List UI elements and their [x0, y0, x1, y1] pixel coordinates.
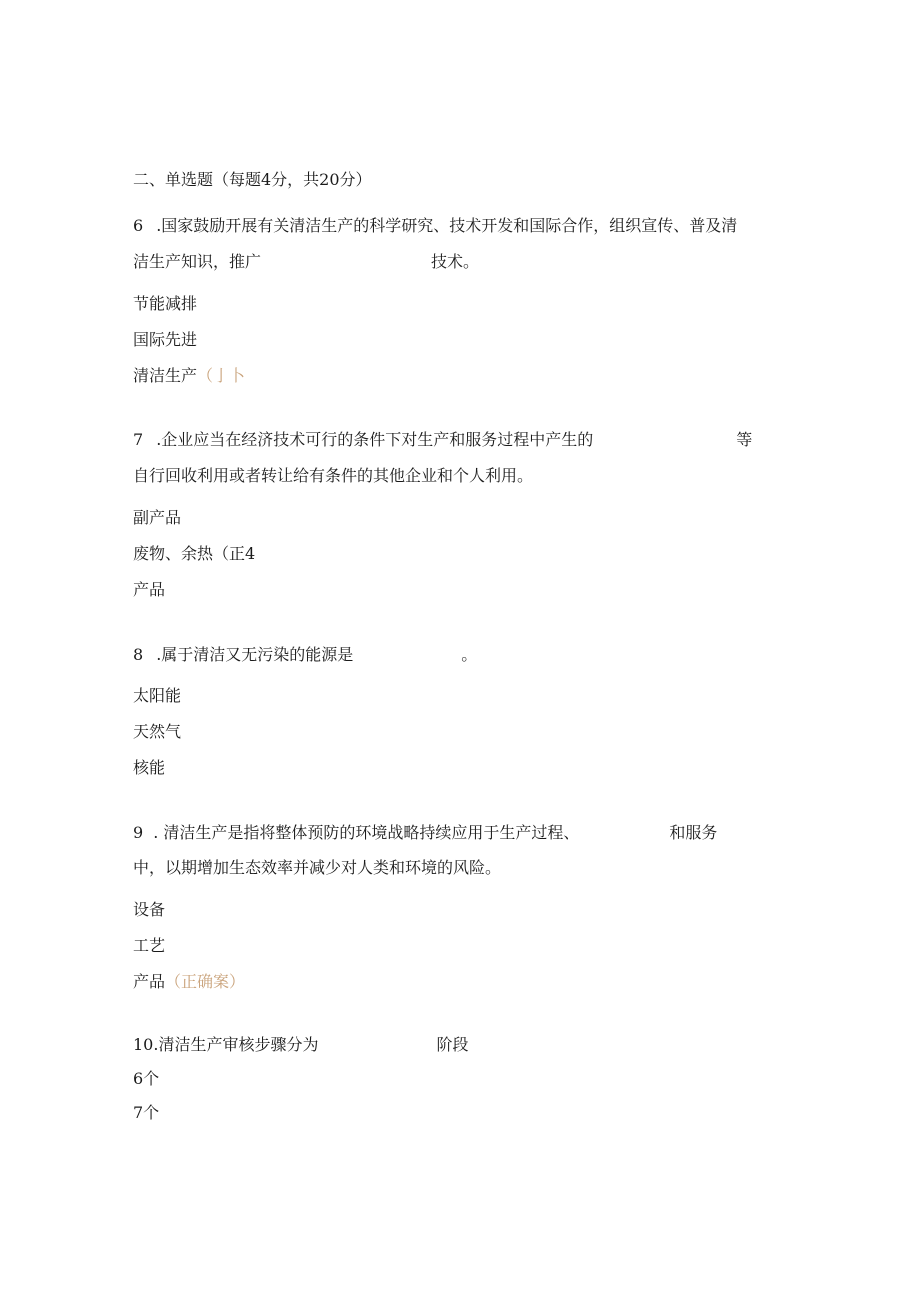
option [133, 366, 245, 386]
question-stem: 阶段 [436, 1035, 469, 1054]
question-9-line-1 [133, 823, 717, 843]
question-stem: 等 [736, 430, 753, 449]
answer-mark: （亅卜 [197, 366, 246, 385]
option-text: 清洁生产 [133, 366, 198, 385]
option: 设备 [133, 900, 166, 919]
question-6-line-1 [133, 216, 737, 236]
question-number: 7 [133, 430, 144, 449]
option-text: 产品 [133, 972, 166, 991]
question-stem: 技术。 [431, 252, 480, 271]
question-stem: 。 [461, 645, 478, 664]
option: 太阳能 [133, 686, 182, 705]
question-stem: .企业应当在经济技术可行的条件下对生产和服务过程中产生的 [156, 430, 594, 449]
option: 节能减排 [133, 294, 198, 313]
question-stem: . 清洁生产是指将整体预防的环境战略持续应用于生产过程、 [153, 823, 580, 842]
option: 天然气 [133, 722, 182, 741]
question-9-line-2: 中，以期增加生态效率并减少对人类和环境的风险。 [133, 858, 502, 877]
question-stem: 洁生产知识，推广 [133, 252, 262, 271]
option: 产品 [133, 580, 166, 599]
question-number: 10. [133, 1035, 159, 1054]
option: 国际先进 [133, 330, 198, 349]
question-number: 6 [133, 216, 144, 235]
question-number: 9 [133, 823, 144, 842]
question-10-line-1 [133, 1035, 468, 1055]
question-7-line-2: 自行回收利用或者转让给有条件的其他企业和个人利用。 [133, 466, 534, 485]
option: 6个 [133, 1069, 160, 1088]
question-number: 8 [133, 645, 144, 664]
question-stem: .属于清洁又无污染的能源是 [156, 645, 354, 664]
section-title: 二、单选题（每题4分，共20分） [133, 170, 372, 189]
question-stem: 清洁生产审核步骤分为 [158, 1035, 319, 1054]
answer-mark: （正确案） [165, 972, 246, 991]
question-stem: 和服务 [669, 823, 718, 842]
question-stem: .国家鼓励开展有关清洁生产的科学研究、技术开发和国际合作，组织宣传、普及清 [156, 216, 738, 235]
option [133, 972, 245, 992]
question-6-line-2 [133, 252, 479, 272]
option: 工艺 [133, 936, 166, 955]
question-8-line-1 [133, 645, 477, 665]
question-7-line-1 [133, 430, 752, 450]
option: 7个 [133, 1103, 160, 1122]
option: 废物、余热（正4 [133, 544, 256, 563]
option: 核能 [133, 758, 166, 777]
option: 副产品 [133, 508, 182, 527]
